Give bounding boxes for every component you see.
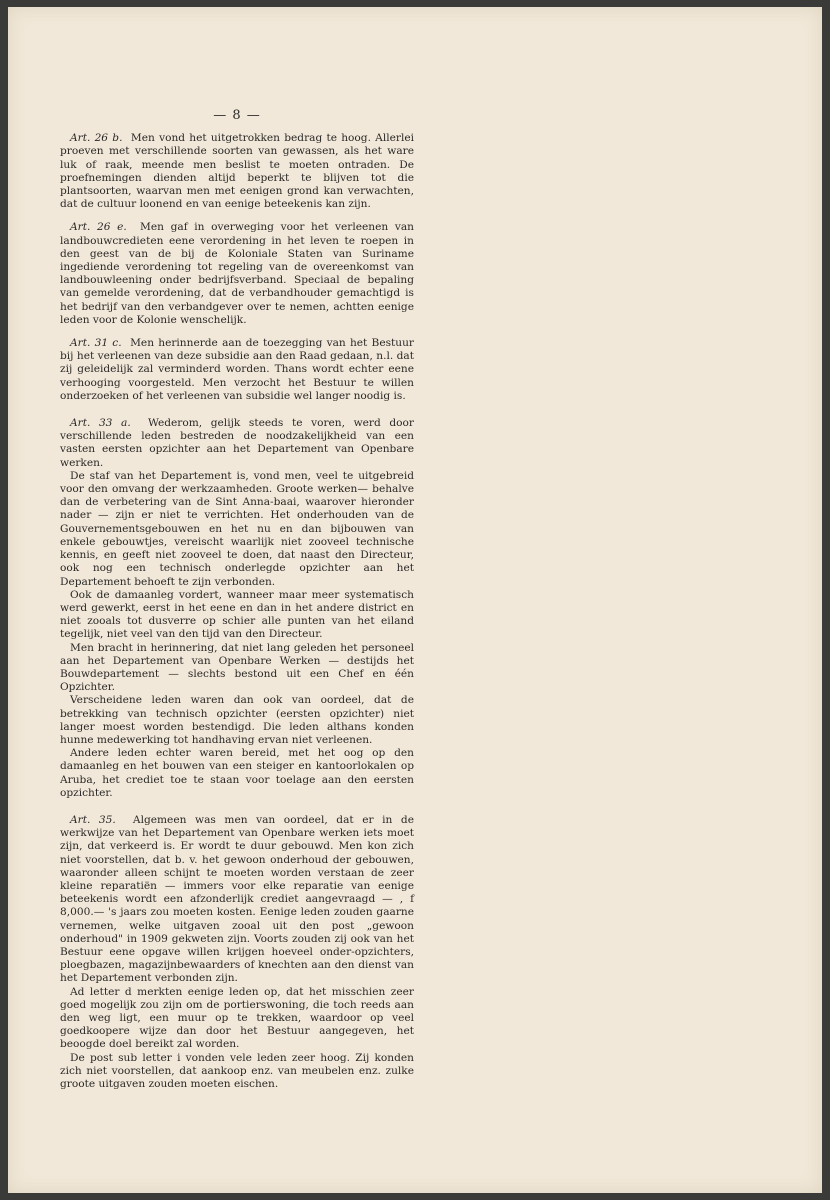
paragraph <box>60 814 414 986</box>
article-reference: Art. 26 b. <box>70 132 123 145</box>
paragraph-text: Men vond het uitgetrokken bedrag te hoog. Allerlei proeven met verschillende soorten van gewassen, als het ware luk of raak, meende men beslist te moeten ontraden. De proefnemingen dienden altijd beperkt te blijven tot die plantsoorten, waarvan men met eenigen grond kan verwachten, dat de cultuur loonend en van eenige beteekenis kan zijn. <box>60 132 414 211</box>
paragraph <box>60 132 414 211</box>
paragraph: Verscheidene leden waren dan ook van oordeel, dat de betrekking van technisch opzichter (eersten opzichter) niet langer moest worden bestendigd. Die leden althans konden hunne medewerking tot handhaving ervan niet verleenen. <box>60 694 414 746</box>
article-reference: Art. 31 c. <box>70 337 122 350</box>
paragraph: Andere leden echter waren bereid, met het oog op den damaanleg en het bouwen van een steiger en kantoorlokalen op Aruba, het crediet toe te staan voor toelage aan den eersten opzichter. <box>60 747 414 799</box>
section-art-31c <box>60 337 414 403</box>
paragraph: Men bracht in herinnering, dat niet lang geleden het personeel aan het Departement van Openbare Werken — destijds het Bouwdepartement — slechts bestond uit een Chef en één Opzichter. <box>60 641 414 694</box>
article-reference: Art. 26 e. <box>70 221 127 234</box>
paragraph: Ook de damaanleg vordert, wanneer maar meer systematisch werd gewerkt, eerst in het eene en dan in het andere district en niet zooals tot dusverre op schier alle punten van het eiland tegelijk, niet veel van den tijd van den Directeur. <box>60 588 414 641</box>
paragraph-text: Men gaf in overweging voor het verleenen van landbouwcredieten eene verordening in het leven te roepen in den geest van de bij de Koloniale Staten van Suriname ingediende verordening tot regeling van de overeenkomst van landbouwleening onder bedrijfsverband. Speciaal de bepaling van gemelde verordening, dat de verbandhouder gemachtigd is het bedrijf van den verbandgever over te nemen, achtten eenige leden voor de Kolonie wenschelijk. <box>60 221 414 326</box>
paragraph: De post sub letter i vonden vele leden zeer hoog. Zij konden zich niet voorstellen, dat aankoop enz. van meubelen enz. zulke groote uitgaven zouden moeten eischen. <box>60 1051 414 1091</box>
section-art-26e <box>60 221 414 327</box>
paragraph-text: Wederom, gelijk steeds te voren, werd door verschillende leden bestreden de noodzakelijkheid van een vasten eersten opzichter aan het Departement van Openbare werken. <box>60 417 414 469</box>
article-reference: Art. 35. <box>70 813 116 826</box>
paragraph-text: Men herinnerde aan de toezegging van het Bestuur bij het verleenen van deze subsidie aan den Raad gedaan, n.l. dat zij geleidelijk zal verminderd worden. Thans wordt echter eene verhooging voorgesteld. Men verzocht het Bestuur te willen onderzoeken of het verleenen van subsidie wel langer noodig is. <box>60 337 414 402</box>
paragraph <box>60 337 414 403</box>
paragraph <box>60 221 414 327</box>
paragraph <box>60 417 414 470</box>
paragraph: De staf van het Departement is, vond men, veel te uitgebreid voor den omvang der werkzaamheden. Groote werken— behalve dan de verbetering van de Sint Anna-baai, waarover hieronder nader — zijn er niet te verrichten. Het onderhouden van de Gouvernementsgebouwen en het nu en dan bijbouwen van enkele gebouwtjes, vereischt waarlijk niet zooveel technische kennis, en geeft niet zooveel te doen, dat naast den Directeur, ook nog een technisch onderlegde opzichter aan het Departement behoeft te zijn verbonden. <box>60 469 414 588</box>
document-page <box>8 7 822 1193</box>
page-number: — 8 — <box>213 108 261 123</box>
section-art-26b <box>60 132 414 211</box>
section-art-33a <box>60 417 414 800</box>
paragraph-text: Algemeen was men van oordeel, dat er in de werkwijze van het Departement van Openbare werken iets moet zijn, dat verkeerd is. Er wordt te duur gebouwd. Men kon zich niet voorstellen, dat b. v. het gewoon onderhoud der gebouwen, waaronder alleen schijnt te moeten worden verstaan de zeer kleine reparatiën — immers voor elke reparatie van eenige beteekenis wordt een afzonderlijk crediet aangevraagd — , f 8,000.— 's jaars zou moeten kosten. Eenige leden zouden gaarne vernemen, welke uitgaven zooal uit den post „gewoon onderhoud" in 1909 gekweten zijn. Voorts zouden zij ook van het Bestuur eene opgave willen krijgen hoeveel onder-opzichters, ploegbazen, magazijnbewaarders of knechten aan den dienst van het Departement verbonden zijn. <box>60 813 414 985</box>
page-content <box>60 109 414 1101</box>
article-reference: Art. 33 a. <box>70 417 131 430</box>
section-art-35 <box>60 814 414 1091</box>
paragraph: Ad letter d merkten eenige leden op, dat het misschien zeer goed mogelijk zou zijn om de portierswoning, die toch reeds aan den weg ligt, een muur op te trekken, waardoor op veel goedkoopere wijze dan door het Bestuur aangegeven, het beoogde doel bereikt zal worden. <box>60 985 414 1051</box>
